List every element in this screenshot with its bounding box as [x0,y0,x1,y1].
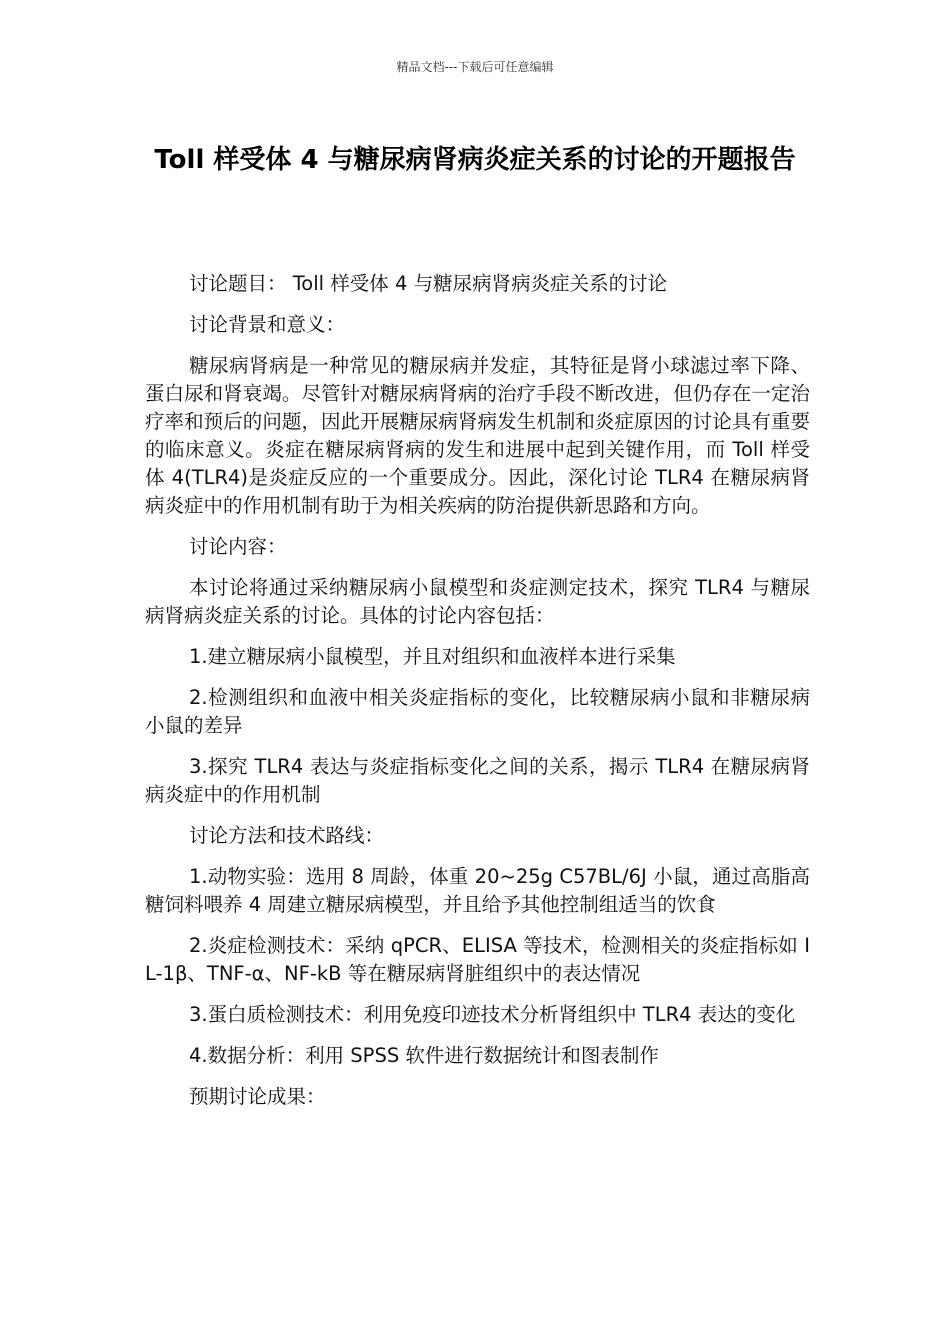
background-paragraph: 糖尿病肾病是一种常见的糖尿病并发症，其特征是肾小球滤过率下降、蛋白尿和肾衰竭。尽管针对糖尿病肾病的治疗手段不断改进，但仍存在一定治疗率和预后的问题，因此开展糖尿病肾病发生机制和炎症原因的讨论具有重要的临床意义。炎症在糖尿病肾病的发生和进展中起到关键作用，而 Toll 样受体 4(TLR4)是炎症反应的一个重要成分。因此，深化讨论 TLR4 在糖尿病肾病炎症中的作用机制有助于为相关疾病的防治提供新思路和方向。 [145,354,810,517]
topic-line: 讨论题目： Toll 样受体 4 与糖尿病肾病炎症关系的讨论 [189,272,668,295]
document-title: Toll 样受体 4 与糖尿病肾病炎症关系的讨论的开题报告 [154,145,796,175]
section-heading-background: 讨论背景和意义： [189,313,346,336]
content-intro-paragraph: 本讨论将通过采纳糖尿病小鼠模型和炎症测定技术，探究 TLR4 与糖尿病肾病炎症关系的讨论。具体的讨论内容包括： [145,576,810,627]
section-heading-methods: 讨论方法和技术路线： [189,824,385,847]
document-body [145,270,810,1124]
method-item-3: 3.蛋白质检测技术：利用免疫印迹技术分析肾组织中 TLR4 表达的变化 [189,1003,796,1026]
section-heading-content: 讨论内容： [189,535,287,558]
header-note: 精品文档---下载后可任意编辑 [396,60,554,74]
method-item-4: 4.数据分析：利用 SPSS 软件进行数据统计和图表制作 [189,1044,659,1067]
section-heading-expected-results: 预期讨论成果： [189,1085,326,1108]
content-item-1: 1.建立糖尿病小鼠模型，并且对组织和血液样本进行采集 [189,645,676,668]
content-item-3: 3.探究 TLR4 表达与炎症指标变化之间的关系，揭示 TLR4 在糖尿病肾病炎症中的作用机制 [145,755,810,806]
method-item-1: 1.动物实验：选用 8 周龄，体重 20~25g C57BL/6J 小鼠，通过高脂高糖饲料喂养 4 周建立糖尿病模型，并且给予其他控制组适当的饮食 [145,865,810,916]
method-item-2: 2.炎症检测技术：采纳 qPCR、ELISA 等技术，检测相关的炎症指标如 IL-1β、TNF-α、NF-kB 等在糖尿病肾脏组织中的表达情况 [145,934,810,985]
content-item-2: 2.检测组织和血液中相关炎症指标的变化，比较糖尿病小鼠和非糖尿病小鼠的差异 [145,686,810,737]
